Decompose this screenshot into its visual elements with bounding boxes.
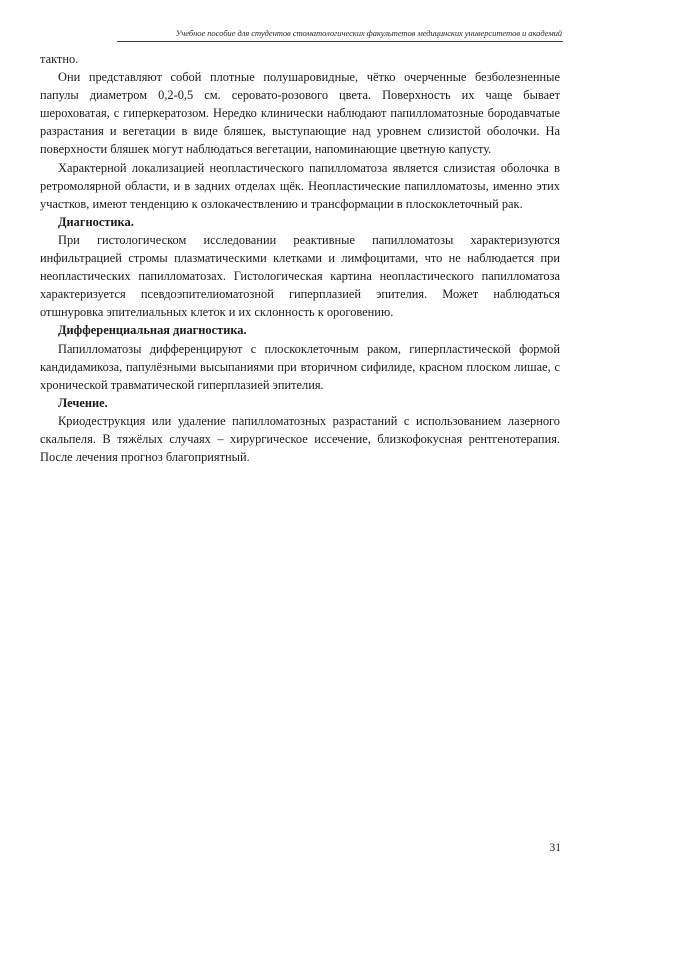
header-rule xyxy=(117,41,563,42)
paragraph-localization: Характерной локализацией неопластического папилломатоза является слизистая оболочка в ретромолярной области, и в задних отделах щёк. Неопластические папилломатозы, именно этих участков, имеют тенденцию к озлокачествлению и трансформации в плоскоклеточный рак. xyxy=(40,160,560,211)
heading-differential-diagnostics: Дифференциальная диагностика. xyxy=(58,323,247,338)
paragraph-differential-diagnostics: Папилломатозы дифференцируют с плоскоклеточным раком, гиперпластической формой кандидамикоза, папулёзными высыпаниями при вторичном сифилиде, красном плоском лишае, с хронической травматической гиперплазией эпителия. xyxy=(40,341,560,392)
paragraph-papules: Они представляют собой плотные полушаровидные, чётко очерченные безболезненные папулы диаметром 0,2-0,5 см. серовато-розового цвета. Поверхность их чаще бывает шероховатая, с гиперкератозом. Нередко клинически наблюдают папилломатозные бородавчатые разрастания и вегетации в виде бляшек, выступающие над уровнем слизистой оболочки. На поверхности бляшек могут наблюдаться вегетации, напоминающие цветную капусту. xyxy=(40,70,560,157)
heading-diagnostics: Диагностика. xyxy=(58,214,134,229)
page-number: 31 xyxy=(549,842,561,854)
continuation-text: тактно. xyxy=(40,52,79,66)
running-header: Учебное пособие для студентов стоматологических факультетов медицинских университетов и академий xyxy=(175,28,562,38)
page-body xyxy=(40,50,560,466)
paragraph-diagnostics: При гистологическом исследовании реактивные папилломатозы характеризуются инфильтрацией стромы плазматическими клетками и лимфоцитами, что не наблюдается при неопластических папилломатозах. Гистологическая картина неопластического папилломатоза характеризуется псевдоэпителиоматозной гиперплазией эпителия. Может наблюдаться отшнуровка эпителиальных клеток и их склонность к ороговению. xyxy=(40,232,560,320)
heading-treatment: Лечение. xyxy=(58,395,108,410)
paragraph-treatment: Криодеструкция или удаление папилломатозных разрастаний с использованием лазерного скальпеля. В тяжёлых случаях – хирургическое иссечение, близкофокусная рентгенотерапия. После лечения прогноз благоприятный. xyxy=(40,413,560,465)
